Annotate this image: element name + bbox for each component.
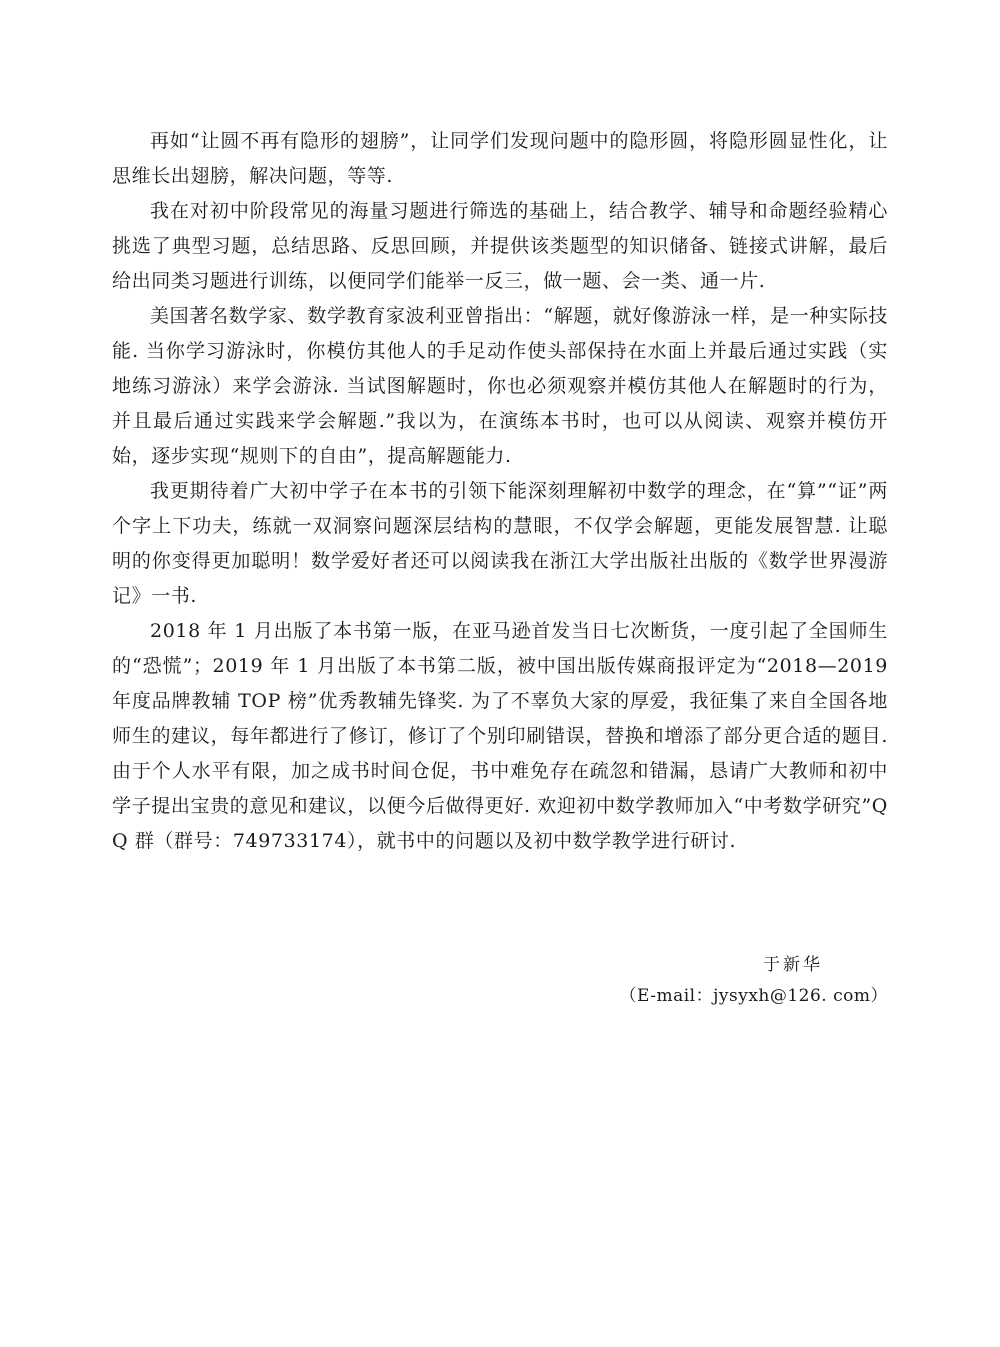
paragraph-3: 美国著名数学家、数学教育家波利亚曾指出：“解题，就好像游泳一样，是一种实际技能. 当你学习游泳时，你模仿其他人的手足动作使头部保持在水面上并最后通过实践（实地练习游泳）来学会游泳. 当试图解题时，你也必须观察并模仿其他人在解题时的行为，并且最后通过实践来学会解题.”我以为，在演练本书时，也可以从阅读、观察并模仿开始，逐步实现“规则下的自由”，提高解题能力. (112, 305, 888, 467)
paragraph-5: 2018 年 1 月出版了本书第一版，在亚马逊首发当日七次断货，一度引起了全国师生的“恐慌”；2019 年 1 月出版了本书第二版，被中国出版传媒商报评定为“2018—2019 年度品牌教辅 TOP 榜”优秀教辅先锋奖. 为了不辜负大家的厚爱，我征集了来自全国各地师生的建议，每年都进行了修订，修订了个别印刷错误，替换和增添了部分更合适的题目. 由于个人水平有限，加之成书时间仓促，书中难免存在疏忽和错漏，恳请广大教师和初中学子提出宝贵的意见和建议，以便今后做得更好. 欢迎初中数学教师加入“中考数学研究”QQ 群（群号：749733174），就书中的问题以及初中数学教学进行研讨. (112, 620, 888, 852)
author-email: （E-mail：jysyxh@126. com） (619, 986, 888, 1006)
author-name: 于新华 (763, 955, 823, 975)
paragraph-2: 我在对初中阶段常见的海量习题进行筛选的基础上，结合教学、辅导和命题经验精心挑选了典型习题，总结思路、反思回顾，并提供该类题型的知识储备、链接式讲解，最后给出同类习题进行训练，以便同学们能举一反三，做一题、会一类、通一片. (112, 200, 888, 292)
document-body (112, 124, 888, 1006)
paragraph-1: 再如“让圆不再有隐形的翅膀”，让同学们发现问题中的隐形圆，将隐形圆显性化，让思维长出翅膀，解决问题，等等. (112, 130, 888, 187)
paragraph-4: 我更期待着广大初中学子在本书的引领下能深刻理解初中数学的理念，在“算”“证”两个字上下功夫，练就一双洞察问题深层结构的慧眼，不仅学会解题，更能发展智慧. 让聪明的你变得更加聪明！数学爱好者还可以阅读我在浙江大学出版社出版的《数学世界漫游记》一书. (112, 480, 888, 607)
signature-block (112, 950, 888, 1012)
